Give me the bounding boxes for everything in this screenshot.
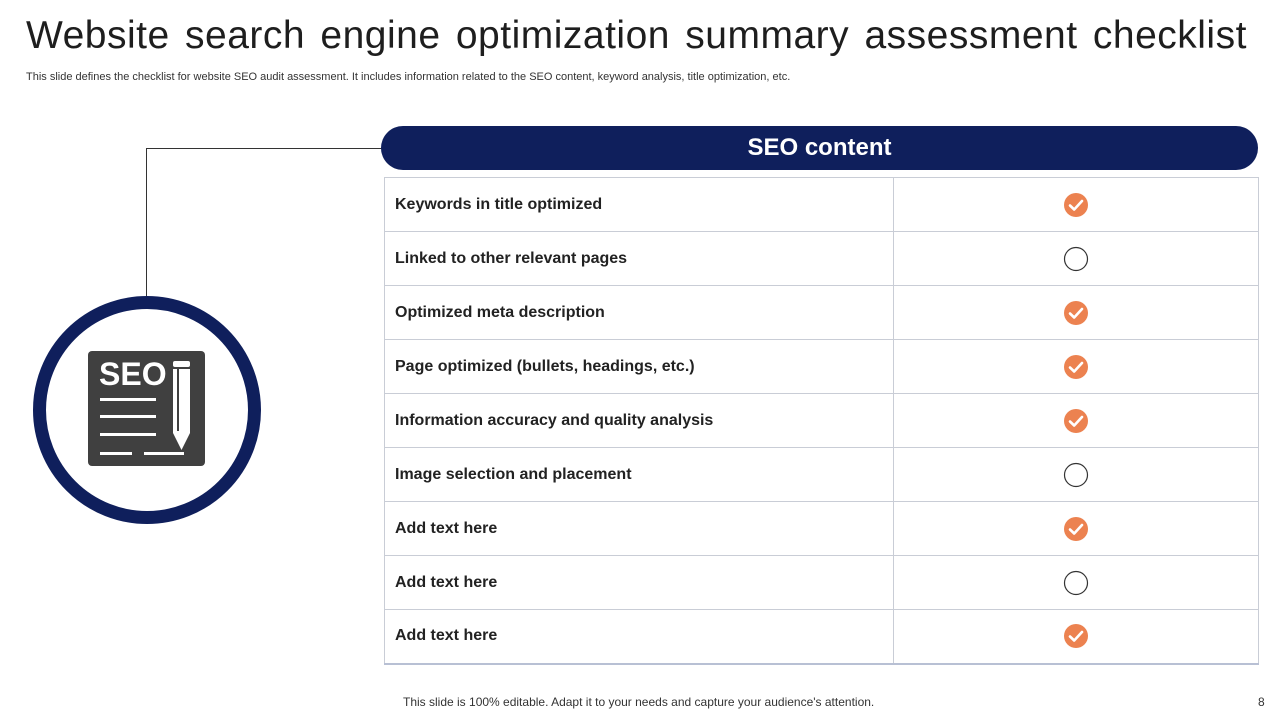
slide-title: Website search engine optimization summary assessment checklist [26, 14, 1247, 57]
checklist-row [385, 178, 1259, 232]
checklist-item-label: Add text here [385, 610, 894, 664]
empty-circle-icon[interactable] [1063, 570, 1089, 596]
checklist-status-cell [894, 286, 1259, 340]
checklist-row [385, 502, 1259, 556]
checklist-status-cell [894, 340, 1259, 394]
page-number: 8 [1258, 695, 1265, 709]
checklist-item-label: Linked to other relevant pages [385, 232, 894, 286]
checklist-status-cell [894, 556, 1259, 610]
checklist-item-label: Optimized meta description [385, 286, 894, 340]
seo-document-icon [88, 351, 206, 469]
footer-note: This slide is 100% editable. Adapt it to your needs and capture your audience's attention. [403, 695, 875, 709]
seo-icon-text: SEO [99, 356, 167, 392]
checklist-row [385, 286, 1259, 340]
checklist-item-label: Add text here [385, 556, 894, 610]
empty-circle-icon[interactable] [1063, 462, 1089, 488]
checklist-item-label: Image selection and placement [385, 448, 894, 502]
checklist-row [385, 448, 1259, 502]
checked-circle-icon[interactable] [1063, 192, 1089, 218]
checked-circle-icon[interactable] [1063, 623, 1089, 649]
checked-circle-icon[interactable] [1063, 300, 1089, 326]
checklist-item-label: Page optimized (bullets, headings, etc.) [385, 340, 894, 394]
checklist-item-label: Keywords in title optimized [385, 178, 894, 232]
checklist-status-cell [894, 610, 1259, 664]
connector-line-horizontal [146, 148, 384, 149]
checklist-row [385, 556, 1259, 610]
checklist-item-label: Add text here [385, 502, 894, 556]
checklist-status-cell [894, 232, 1259, 286]
section-header-seo-content: SEO content [381, 126, 1258, 170]
connector-line-vertical [146, 148, 147, 298]
checked-circle-icon[interactable] [1063, 408, 1089, 434]
checklist-row [385, 394, 1259, 448]
empty-circle-icon[interactable] [1063, 246, 1089, 272]
checklist-status-cell [894, 178, 1259, 232]
checked-circle-icon[interactable] [1063, 354, 1089, 380]
checklist-table [384, 177, 1259, 665]
checklist-row [385, 340, 1259, 394]
slide-subtitle: This slide defines the checklist for website SEO audit assessment. It includes information related to the SEO content, keyword analysis, title optimization, etc. [26, 71, 791, 83]
checklist-status-cell [894, 448, 1259, 502]
checklist-status-cell [894, 394, 1259, 448]
checklist-row [385, 232, 1259, 286]
checklist-status-cell [894, 502, 1259, 556]
checklist-item-label: Information accuracy and quality analysis [385, 394, 894, 448]
checklist-row [385, 610, 1259, 664]
checked-circle-icon[interactable] [1063, 516, 1089, 542]
